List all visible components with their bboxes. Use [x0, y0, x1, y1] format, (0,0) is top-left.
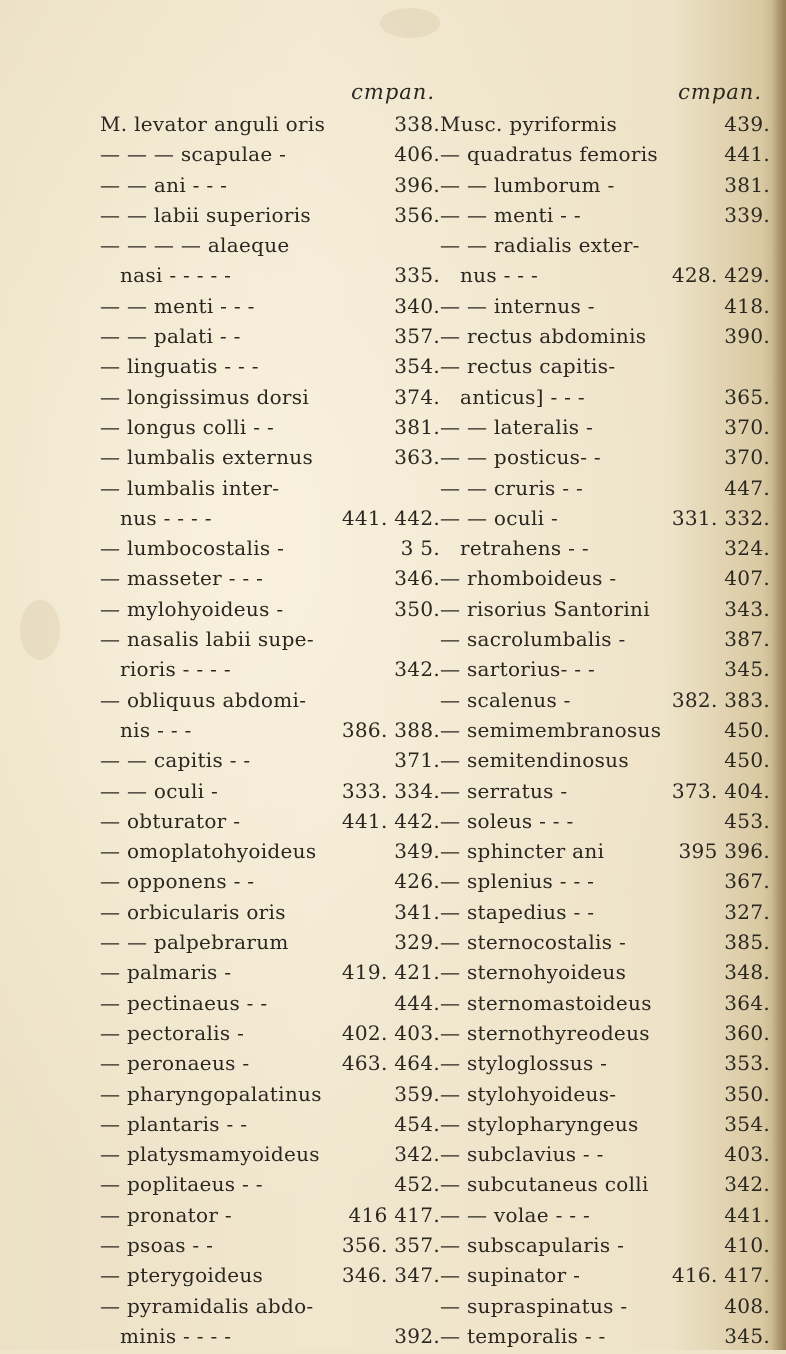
entry-term: — sphincter ani — [440, 839, 605, 864]
index-entry — [100, 1142, 440, 1172]
index-entry — [440, 354, 770, 384]
column-header: страп. — [351, 80, 435, 104]
entry-page-number: 419. 421. — [341, 960, 440, 985]
index-entry — [100, 900, 440, 930]
entry-term: — — menti - - — [440, 202, 581, 227]
index-entry — [100, 203, 440, 233]
index-entry — [440, 1172, 770, 1202]
index-entry — [100, 869, 440, 899]
entry-term: minis - - - - — [120, 1323, 232, 1348]
index-entry — [440, 688, 770, 718]
entry-term: — splenius - - - — [440, 869, 595, 894]
entry-page-number: 444. — [394, 990, 440, 1015]
entry-page-number: 450. — [724, 717, 770, 742]
entry-term: — — oculi - — [440, 505, 559, 530]
entry-term: nis - - - — [120, 717, 192, 742]
entry-page-number: 416. 417. — [671, 1263, 770, 1288]
entry-page-number: 3 5. — [400, 536, 440, 561]
entry-page-number: 371. — [394, 748, 440, 773]
index-entry — [100, 627, 440, 657]
index-entry — [100, 1082, 440, 1112]
entry-page-number: 463. 464. — [341, 1051, 440, 1076]
entry-term: nus - - - — [460, 263, 539, 288]
index-entry — [100, 506, 440, 536]
entry-term: — psoas - - — [100, 1232, 214, 1257]
entry-term: — pectinaeus - - — [100, 990, 268, 1015]
entry-term: — palmaris - — [100, 960, 232, 985]
entry-page-number: 428. 429. — [671, 263, 770, 288]
paper-stain — [380, 8, 440, 38]
index-entries-left — [100, 112, 440, 1354]
index-entry — [100, 688, 440, 718]
entry-page-number: 346. 347. — [341, 1263, 440, 1288]
entry-term: — masseter - - - — [100, 566, 264, 591]
index-entry — [100, 718, 440, 748]
index-entry — [100, 657, 440, 687]
entry-term: — lumbocostalis - — [100, 536, 285, 561]
entry-term: — omoplatohyoideus — [100, 839, 317, 864]
entry-term: — pectoralis - — [100, 1020, 245, 1045]
entry-term: — — cruris - - — [440, 475, 584, 500]
entry-page-number: 406. — [394, 142, 440, 167]
index-entry — [100, 748, 440, 778]
entry-term: — lumbalis inter- — [100, 475, 280, 500]
index-entry — [100, 1263, 440, 1293]
entry-term: — subscapularis - — [440, 1232, 625, 1257]
index-entry — [440, 1263, 770, 1293]
index-entry — [440, 385, 770, 415]
entry-term: rioris - - - - — [120, 657, 231, 682]
entry-term: — — — — alaeque — [100, 233, 290, 258]
index-entry — [440, 263, 770, 293]
entry-page-number: 365. — [724, 384, 770, 409]
index-entry — [440, 233, 770, 263]
entry-term: — pyramidalis abdo- — [100, 1293, 314, 1318]
entry-term: — longus colli - - — [100, 414, 275, 439]
index-entry — [440, 900, 770, 930]
index-entry — [440, 324, 770, 354]
entry-page-number: 350. — [724, 1081, 770, 1106]
entry-term: — linguatis - - - — [100, 354, 259, 379]
entry-term: — pharyngopalatinus — [100, 1081, 322, 1106]
entry-term: — — ani - - - — [100, 172, 228, 197]
entry-term: — — palpebrarum — [100, 930, 289, 955]
entry-term: — nasalis labii supe- — [100, 627, 314, 652]
entry-term: — stylopharyngeus — [440, 1111, 639, 1136]
entry-page-number: 370. — [724, 414, 770, 439]
entry-page-number: 390. — [724, 324, 770, 349]
entry-term: — semimembranosus — [440, 717, 662, 742]
entry-term: — longissimus dorsi — [100, 384, 310, 409]
index-entry — [100, 173, 440, 203]
entry-term: — obliquus abdomi- — [100, 687, 307, 712]
entry-term: — obturator - — [100, 808, 241, 833]
index-entry — [100, 839, 440, 869]
entry-term: — styloglossus - — [440, 1051, 608, 1076]
index-entry — [100, 324, 440, 354]
index-entry — [440, 1051, 770, 1081]
entry-term: Musc. pyriformis — [440, 112, 618, 136]
entry-term: — — oculi - — [100, 778, 219, 803]
entry-term: — orbicularis oris — [100, 899, 286, 924]
entry-term: — temporalis - - — [440, 1323, 606, 1348]
entry-term: — supinator - — [440, 1263, 581, 1288]
index-entry — [100, 445, 440, 475]
index-entry — [100, 1112, 440, 1142]
entry-page-number: 381. — [394, 414, 440, 439]
entry-page-number: 340. — [394, 293, 440, 318]
index-entry — [100, 809, 440, 839]
index-entry — [100, 415, 440, 445]
entry-term: — sartorius- - - — [440, 657, 596, 682]
entry-term: — semitendinosus — [440, 748, 629, 773]
entry-page-number: 396. — [394, 172, 440, 197]
entry-term: — quadratus femoris — [440, 142, 658, 167]
entry-page-number: 345. — [724, 657, 770, 682]
entry-term: — rhomboideus - — [440, 566, 617, 591]
entry-term: nasi - - - - - — [120, 263, 232, 288]
entry-term: — — internus - — [440, 293, 595, 318]
entry-page-number: 410. — [724, 1232, 770, 1257]
entry-term: M. levator anguli oris — [100, 112, 326, 136]
index-entry — [440, 112, 770, 142]
entry-page-number: 439. — [724, 112, 770, 136]
index-entry — [440, 415, 770, 445]
index-entry — [440, 748, 770, 778]
entry-term: nus - - - - — [120, 505, 212, 530]
entry-page-number: 454. — [394, 1111, 440, 1136]
entry-page-number: 324. — [724, 536, 770, 561]
entry-page-number: 453. — [724, 808, 770, 833]
entry-page-number: 343. — [724, 596, 770, 621]
entry-page-number: 338. — [394, 112, 440, 136]
entry-page-number: 364. — [724, 990, 770, 1015]
entry-page-number: 363. — [394, 445, 440, 470]
entry-page-number: 348. — [724, 960, 770, 985]
entry-term: — — radialis exter- — [440, 233, 640, 258]
index-entry — [440, 294, 770, 324]
entry-page-number: 353. — [724, 1051, 770, 1076]
entry-term: — — labii superioris — [100, 202, 311, 227]
index-entry — [440, 445, 770, 475]
entry-page-number: 452. — [394, 1172, 440, 1197]
entry-term: — scalenus - — [440, 687, 571, 712]
entry-page-number: 327. — [724, 899, 770, 924]
index-entry — [440, 1142, 770, 1172]
entry-term: — — lumborum - — [440, 172, 615, 197]
index-entry — [440, 869, 770, 899]
entry-page-number: 354. — [724, 1111, 770, 1136]
entry-page-number: 426. — [394, 869, 440, 894]
entry-page-number: 342. — [394, 1142, 440, 1167]
entry-term: — peronaeus - — [100, 1051, 250, 1076]
entry-page-number: 367. — [724, 869, 770, 894]
index-entry — [100, 1021, 440, 1051]
entry-page-number: 441. — [724, 1202, 770, 1227]
entry-term: anticus] - - - — [460, 384, 585, 409]
index-entry — [440, 718, 770, 748]
entry-term: — rectus abdominis — [440, 324, 647, 349]
index-entry — [100, 142, 440, 172]
index-entry — [440, 627, 770, 657]
entry-page-number: 408. — [724, 1293, 770, 1318]
entry-term: — sternomastoideus — [440, 990, 652, 1015]
index-entry — [440, 1203, 770, 1233]
entry-term: — subclavius - - — [440, 1142, 604, 1167]
index-entry — [440, 1324, 770, 1354]
entry-page-number: 441. — [724, 142, 770, 167]
index-entry — [100, 536, 440, 566]
entry-term: — opponens - - — [100, 869, 255, 894]
index-entry — [100, 1051, 440, 1081]
entry-page-number: 346. — [394, 566, 440, 591]
entry-page-number: 333. 334. — [341, 778, 440, 803]
page-fold-shadow — [772, 0, 786, 1350]
index-entry — [100, 476, 440, 506]
entry-page-number: 382. 383. — [671, 687, 770, 712]
entry-term: — sacrolumbalis - — [440, 627, 626, 652]
index-entry — [440, 476, 770, 506]
entry-page-number: 359. — [394, 1081, 440, 1106]
entry-page-number: 403. — [724, 1142, 770, 1167]
entry-page-number: 356. — [394, 202, 440, 227]
index-entry — [100, 991, 440, 1021]
index-entry — [440, 960, 770, 990]
entry-page-number: 360. — [724, 1020, 770, 1045]
column-header: страп. — [678, 80, 762, 104]
entry-term: — stylohyoideus- — [440, 1081, 617, 1106]
entry-term: — sternohyoideus — [440, 960, 627, 985]
entry-term: — stapedius - - — [440, 899, 595, 924]
index-entry — [100, 1324, 440, 1354]
index-entry — [100, 1172, 440, 1202]
entry-term: retrahens - - — [460, 536, 589, 561]
entry-page-number: 407. — [724, 566, 770, 591]
entry-term: — soleus - - - — [440, 808, 574, 833]
entry-page-number: 441. 442. — [341, 505, 440, 530]
index-entry — [440, 1082, 770, 1112]
entry-page-number: 350. — [394, 596, 440, 621]
entry-term: — platysmamyoideus — [100, 1142, 320, 1167]
entry-term: — poplitaeus - - — [100, 1172, 263, 1197]
entry-term: — sternothyreodeus — [440, 1020, 650, 1045]
entry-term: — plantaris - - — [100, 1111, 248, 1136]
index-entry — [440, 1112, 770, 1142]
entry-page-number: 357. — [394, 324, 440, 349]
entry-page-number: 402. 403. — [341, 1020, 440, 1045]
entry-term: — supraspinatus - — [440, 1293, 628, 1318]
entry-page-number: 329. — [394, 930, 440, 955]
entry-term: — sternocostalis - — [440, 930, 627, 955]
entry-term: — — menti - - - — [100, 293, 255, 318]
entry-term: — subcutaneus colli — [440, 1172, 649, 1197]
entry-term: — mylohyoideus - — [100, 596, 284, 621]
entry-page-number: 339. — [724, 202, 770, 227]
index-entry — [440, 506, 770, 536]
index-entry — [100, 779, 440, 809]
entry-page-number: 356. 357. — [341, 1232, 440, 1257]
entry-page-number: 370. — [724, 445, 770, 470]
entry-term: — — — scapulae - — [100, 142, 287, 167]
index-entry — [100, 294, 440, 324]
entry-page-number: 373. 404. — [671, 778, 770, 803]
index-entry — [100, 233, 440, 263]
index-entry — [100, 385, 440, 415]
entry-term: — pterygoideus — [100, 1263, 264, 1288]
index-entry — [100, 960, 440, 990]
entry-term: — — posticus- - — [440, 445, 601, 470]
entry-page-number: 381. — [724, 172, 770, 197]
index-entry — [100, 1233, 440, 1263]
entry-term: — — lateralis - — [440, 414, 594, 439]
entry-term: — — palati - - — [100, 324, 241, 349]
entry-page-number: 345. — [724, 1323, 770, 1348]
index-entry — [440, 657, 770, 687]
entry-page-number: 387. — [724, 627, 770, 652]
entry-page-number: 385. — [724, 930, 770, 955]
index-entry — [440, 203, 770, 233]
entry-term: — pronator - — [100, 1202, 232, 1227]
entry-page-number: 395 396. — [678, 839, 770, 864]
index-entry — [100, 1203, 440, 1233]
entry-page-number: 341. — [394, 899, 440, 924]
entry-term: — lumbalis externus — [100, 445, 314, 470]
index-entries-right — [440, 112, 770, 1354]
index-entry — [100, 354, 440, 384]
index-entry — [440, 991, 770, 1021]
entry-page-number: 335. — [394, 263, 440, 288]
entry-term: — serratus - — [440, 778, 568, 803]
entry-page-number: 447. — [724, 475, 770, 500]
index-entry — [440, 779, 770, 809]
index-entry — [440, 1021, 770, 1051]
entry-page-number: 441. 442. — [341, 808, 440, 833]
entry-page-number: 416 417. — [348, 1202, 440, 1227]
index-entry — [440, 142, 770, 172]
entry-page-number: 331. 332. — [671, 505, 770, 530]
index-entry — [440, 536, 770, 566]
entry-page-number: 418. — [724, 293, 770, 318]
index-entry — [100, 930, 440, 960]
paper-stain — [20, 600, 60, 660]
index-entry — [100, 263, 440, 293]
entry-term: — — volae - - - — [440, 1202, 591, 1227]
index-entry — [100, 566, 440, 596]
entry-page-number: 374. — [394, 384, 440, 409]
index-entry — [440, 1294, 770, 1324]
entry-page-number: 392. — [394, 1323, 440, 1348]
index-entry — [440, 566, 770, 596]
index-entry — [100, 597, 440, 627]
entry-page-number: 342. — [394, 657, 440, 682]
index-entry — [100, 112, 440, 142]
entry-page-number: 342. — [724, 1172, 770, 1197]
index-entry — [440, 1233, 770, 1263]
index-entry — [440, 809, 770, 839]
index-entry — [440, 839, 770, 869]
entry-term: — — capitis - - — [100, 748, 251, 773]
entry-page-number: 349. — [394, 839, 440, 864]
entry-page-number: 354. — [394, 354, 440, 379]
index-entry — [440, 597, 770, 627]
index-entry — [440, 173, 770, 203]
entry-page-number: 450. — [724, 748, 770, 773]
entry-term: — rectus capitis- — [440, 354, 616, 379]
index-entry — [100, 1294, 440, 1324]
entry-term: — risorius Santorini — [440, 596, 650, 621]
index-entry — [440, 930, 770, 960]
entry-page-number: 386. 388. — [341, 717, 440, 742]
